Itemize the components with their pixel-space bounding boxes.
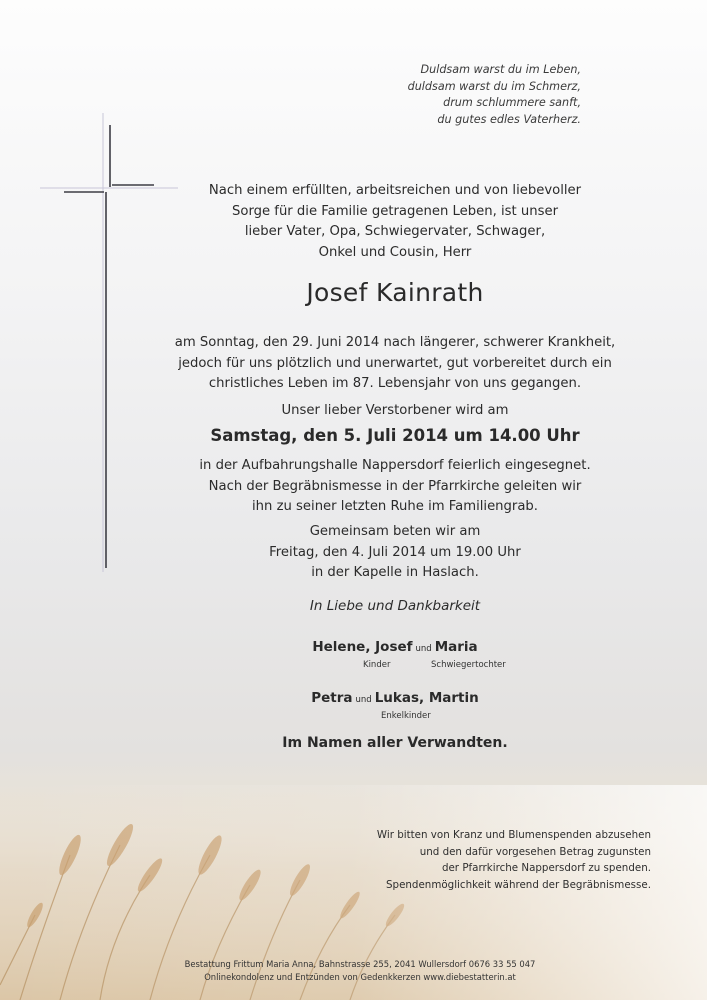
intro-text (170, 181, 620, 263)
deceased-name: Josef Kainrath (306, 278, 484, 307)
intro-line: Onkel und Cousin, Herr (318, 244, 472, 260)
footer-line: Onlinekondolenz und Entzünden von Gedenkkerzen www.diebestatterin.at (204, 971, 516, 982)
footer (150, 958, 570, 983)
donation-line: und den dafür vorgesehen Betrag zugunsten (419, 845, 651, 858)
mourner-names: Lukas, Martin (374, 690, 479, 706)
ceremony-line: Nach der Begräbnismesse in der Pfarrkirche geleiten wir (208, 478, 582, 494)
donation-line: Wir bitten von Kranz und Blumenspenden abzusehen (376, 829, 651, 841)
footer-line: Bestattung Frittum Maria Anna, Bahnstrasse 255, 2041 Wullersdorf 0676 33 55 047 (184, 959, 536, 969)
poem (321, 62, 581, 128)
mourners-children (170, 639, 620, 655)
intro-line: lieber Vater, Opa, Schwiegervater, Schwager, (244, 224, 546, 239)
role-label: Schwiegertochter (431, 660, 506, 670)
intro-line: Sorge für die Familie getragenen Leben, ist unser (232, 203, 558, 219)
donation-request (311, 827, 651, 893)
ceremony-line: ihn zu seiner letzten Ruhe im Familiengrab. (252, 499, 538, 514)
mourner-names: Helene, Josef (312, 639, 413, 655)
role-label: Enkelkinder (381, 711, 431, 721)
ceremony-text (170, 456, 620, 518)
poem-line: du gutes edles Vaterherz. (437, 112, 581, 126)
poem-line: drum schlummere sanft, (443, 96, 581, 109)
funeral-date: Samstag, den 5. Juli 2014 um 14.00 Uhr (210, 426, 580, 445)
prayer-line: Freitag, den 4. Juli 2014 um 19.00 Uhr (269, 544, 521, 560)
death-line: christliches Leben im 87. Lebensjahr von uns gegangen. (208, 376, 582, 391)
mourner-names: Maria (434, 639, 478, 655)
mourners-grandchildren (170, 690, 620, 706)
prayer-text (170, 522, 620, 584)
und-connector: und (415, 644, 432, 654)
intro-line: Nach einem erfüllten, arbeitsreichen und von liebevoller (208, 183, 582, 198)
donation-line: Spendenmöglichkeit während der Begräbnismesse. (386, 878, 651, 891)
poem-line: duldsam warst du im Schmerz, (407, 79, 581, 93)
ceremony-line: in der Aufbahrungshalle Nappersdorf feierlich eingesegnet. (199, 458, 591, 473)
und-connector: und (355, 695, 372, 705)
role-label: Kinder (363, 660, 391, 670)
death-line: am Sonntag, den 29. Juni 2014 nach längerer, schwerer Krankheit, (174, 335, 616, 350)
death-line: jedoch für uns plötzlich und unerwartet, gut vorbereitet durch ein (178, 355, 612, 371)
prayer-line: Gemeinsam beten wir am (309, 524, 481, 539)
donation-line: der Pfarrkirche Nappersdorf zu spenden. (441, 862, 651, 874)
poem-line: Duldsam warst du im Leben, (420, 63, 581, 76)
closing-phrase: In Liebe und Dankbarkeit (309, 598, 481, 614)
mourner-names: Petra (311, 690, 353, 706)
death-notice (170, 333, 620, 395)
funeral-intro: Unser lieber Verstorbener wird am (281, 403, 509, 418)
relatives-line: Im Namen aller Verwandten. (282, 735, 508, 751)
prayer-line: in der Kapelle in Haslach. (311, 565, 479, 580)
